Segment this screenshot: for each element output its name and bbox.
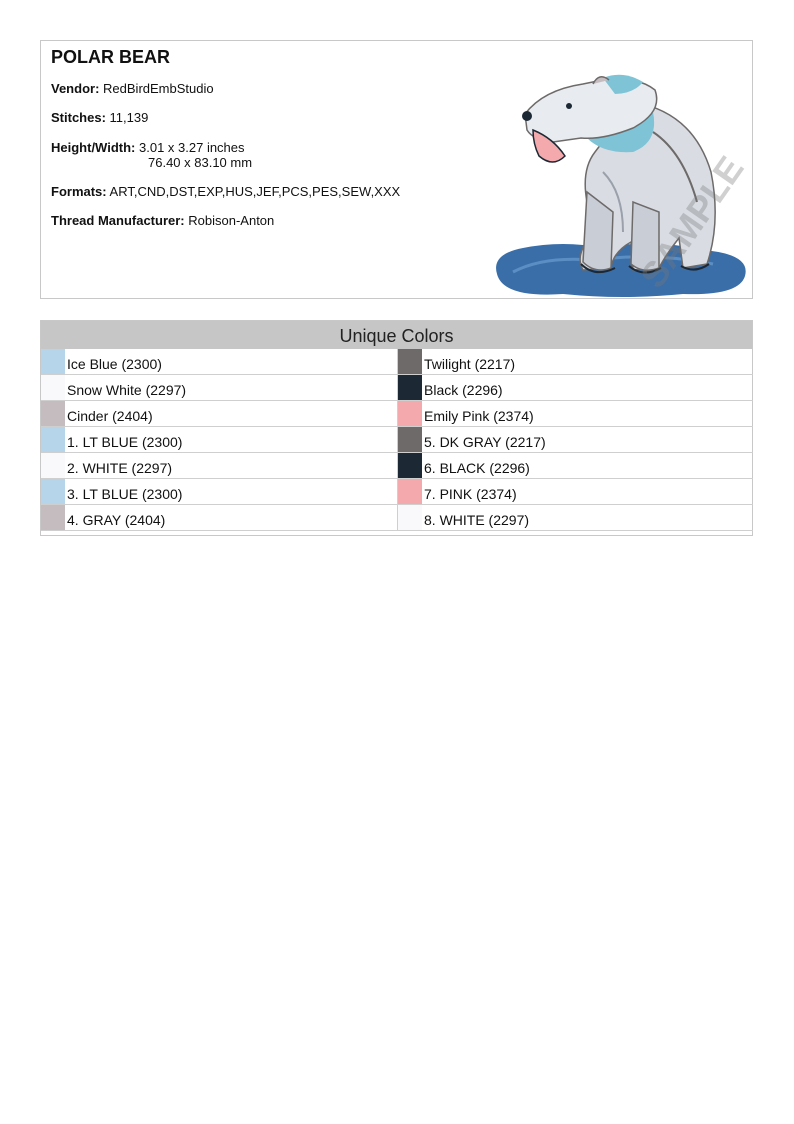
vendor-value: RedBirdEmbStudio <box>103 81 214 96</box>
sample-watermark-icon <box>483 42 753 298</box>
color-swatch <box>41 453 65 478</box>
color-swatch <box>41 375 65 400</box>
unique-colors-table <box>40 320 753 536</box>
color-row <box>41 505 397 531</box>
color-row <box>41 453 397 479</box>
color-row <box>397 505 753 531</box>
color-row <box>41 427 397 453</box>
colors-right-column <box>397 349 753 531</box>
formats-value: ART,CND,DST,EXP,HUS,JEF,PCS,PES,SEW,XXX <box>109 184 401 199</box>
color-row <box>41 349 397 375</box>
color-swatch <box>398 427 422 452</box>
stitches-label: Stitches: <box>51 110 106 125</box>
color-row <box>41 375 397 401</box>
color-swatch <box>398 349 422 374</box>
color-swatch <box>398 453 422 478</box>
color-row <box>41 479 397 505</box>
stitches-row <box>51 110 148 125</box>
color-row <box>397 479 753 505</box>
formats-row <box>51 184 400 199</box>
color-row <box>397 453 753 479</box>
color-swatch <box>398 505 422 530</box>
color-swatch <box>41 479 65 504</box>
formats-label: Formats: <box>51 184 107 199</box>
sample-watermark: SAMPLE <box>632 148 752 296</box>
color-name: 4. GRAY (2404) <box>67 512 166 528</box>
size-inches: 3.01 x 3.27 inches <box>139 140 245 155</box>
color-name: 5. DK GRAY (2217) <box>424 434 546 450</box>
stitches-value: 11,139 <box>109 110 149 125</box>
color-row <box>41 401 397 427</box>
color-name: 3. LT BLUE (2300) <box>67 486 183 502</box>
polar-bear-embroidery-image <box>483 42 753 298</box>
color-name: Black (2296) <box>424 382 503 398</box>
thread-row <box>51 213 274 228</box>
color-name: Snow White (2297) <box>67 382 187 398</box>
color-swatch <box>41 505 65 530</box>
design-title: POLAR BEAR <box>51 47 171 67</box>
color-swatch <box>41 427 65 452</box>
color-row <box>397 401 753 427</box>
color-name: 8. WHITE (2297) <box>424 512 530 528</box>
color-swatch <box>398 375 422 400</box>
colors-left-column <box>41 349 397 531</box>
color-name: 1. LT BLUE (2300) <box>67 434 183 450</box>
color-name: Emily Pink (2374) <box>424 408 534 424</box>
size-row <box>51 140 252 170</box>
color-name: 7. PINK (2374) <box>424 486 517 502</box>
thread-value: Robison-Anton <box>188 213 275 228</box>
color-swatch <box>41 401 65 426</box>
color-swatch <box>398 401 422 426</box>
color-name: Cinder (2404) <box>67 408 153 424</box>
color-row <box>397 427 753 453</box>
color-swatch <box>398 479 422 504</box>
color-swatch <box>41 349 65 374</box>
design-info-box <box>40 40 753 299</box>
vendor-label: Vendor: <box>51 81 100 96</box>
color-name: 6. BLACK (2296) <box>424 460 530 476</box>
unique-colors-heading: Unique Colors <box>41 321 752 349</box>
size-mm: 76.40 x 83.10 mm <box>148 155 253 170</box>
thread-label: Thread Manufacturer: <box>51 213 185 228</box>
color-name: 2. WHITE (2297) <box>67 460 173 476</box>
color-row <box>397 375 753 401</box>
vendor-row <box>51 81 214 96</box>
color-name: Twilight (2217) <box>424 356 516 372</box>
size-label: Height/Width: <box>51 140 136 155</box>
color-name: Ice Blue (2300) <box>67 356 162 372</box>
color-row <box>397 349 753 375</box>
